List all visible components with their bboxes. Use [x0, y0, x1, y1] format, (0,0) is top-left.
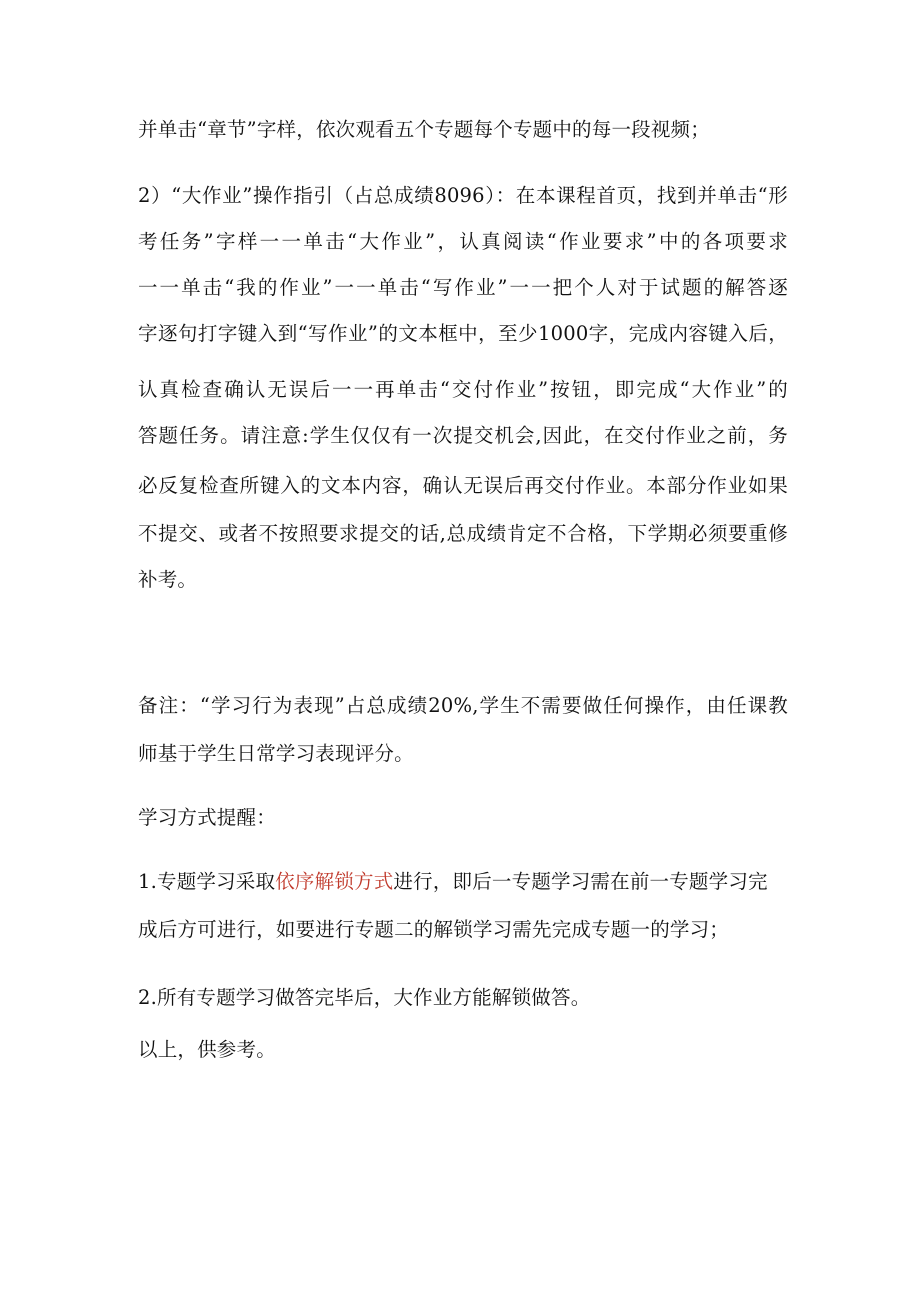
reminder-heading: 学习方式提醒： — [138, 806, 276, 829]
item-1-prefix: 1.专题学习采取 — [138, 870, 276, 893]
paragraph-line: 补考。 — [138, 568, 198, 591]
paragraph-line: 答题任务。请注意:学生仅仅有一次提交机会,因此，在交付作业之前，务 — [138, 424, 788, 447]
closing-line: 以上，供参考。 — [138, 1038, 276, 1061]
paragraph-line: 2）“大作业”操作指引（占总成绩8096）：在本课程首页，找到并单击“形 — [138, 184, 788, 207]
paragraph-line: 必反复检查所键入的文本内容，确认无误后再交付作业。本部分作业如果 — [138, 474, 788, 497]
paragraph-line: 一一单击“我的作业”一一单击“写作业”一一把个人对于试题的解答逐 — [138, 276, 788, 299]
paragraph-line: 认真检查确认无误后一一再单击“交付作业”按钮，即完成“大作业”的 — [138, 378, 788, 401]
paragraph-line: 备注：“学习行为表现”占总成绩20%,学生不需要做任何操作，由任课教 — [138, 694, 788, 717]
paragraph-line: 考任务”字样一一单击“大作业”，认真阅读“作业要求”中的各项要求 — [138, 230, 788, 253]
reminder-item-2: 2.所有专题学习做答完毕后，大作业方能解锁做答。 — [138, 986, 591, 1009]
paragraph-line — [138, 870, 788, 894]
paragraph-line: 师基于学生日常学习表现评分。 — [138, 742, 414, 765]
paragraph-line: 成后方可进行，如要进行专题二的解锁学习需先完成专题一的学习； — [138, 918, 730, 941]
item-1-suffix: 进行，即后一专题学习需在前一专题学习完 — [393, 870, 768, 893]
paragraph-line: 字逐句打字键入到“写作业”的文本框中，至少1000字，完成内容键入后， — [138, 322, 788, 345]
paragraph-line: 不提交、或者不按照要求提交的话,总成绩肯定不合格，下学期必须要重修 — [138, 522, 788, 545]
intro-paragraph-line: 并单击“章节”字样，依次观看五个专题每个专题中的每一段视频； — [138, 118, 710, 141]
highlighted-text: 依序解锁方式 — [275, 870, 394, 893]
